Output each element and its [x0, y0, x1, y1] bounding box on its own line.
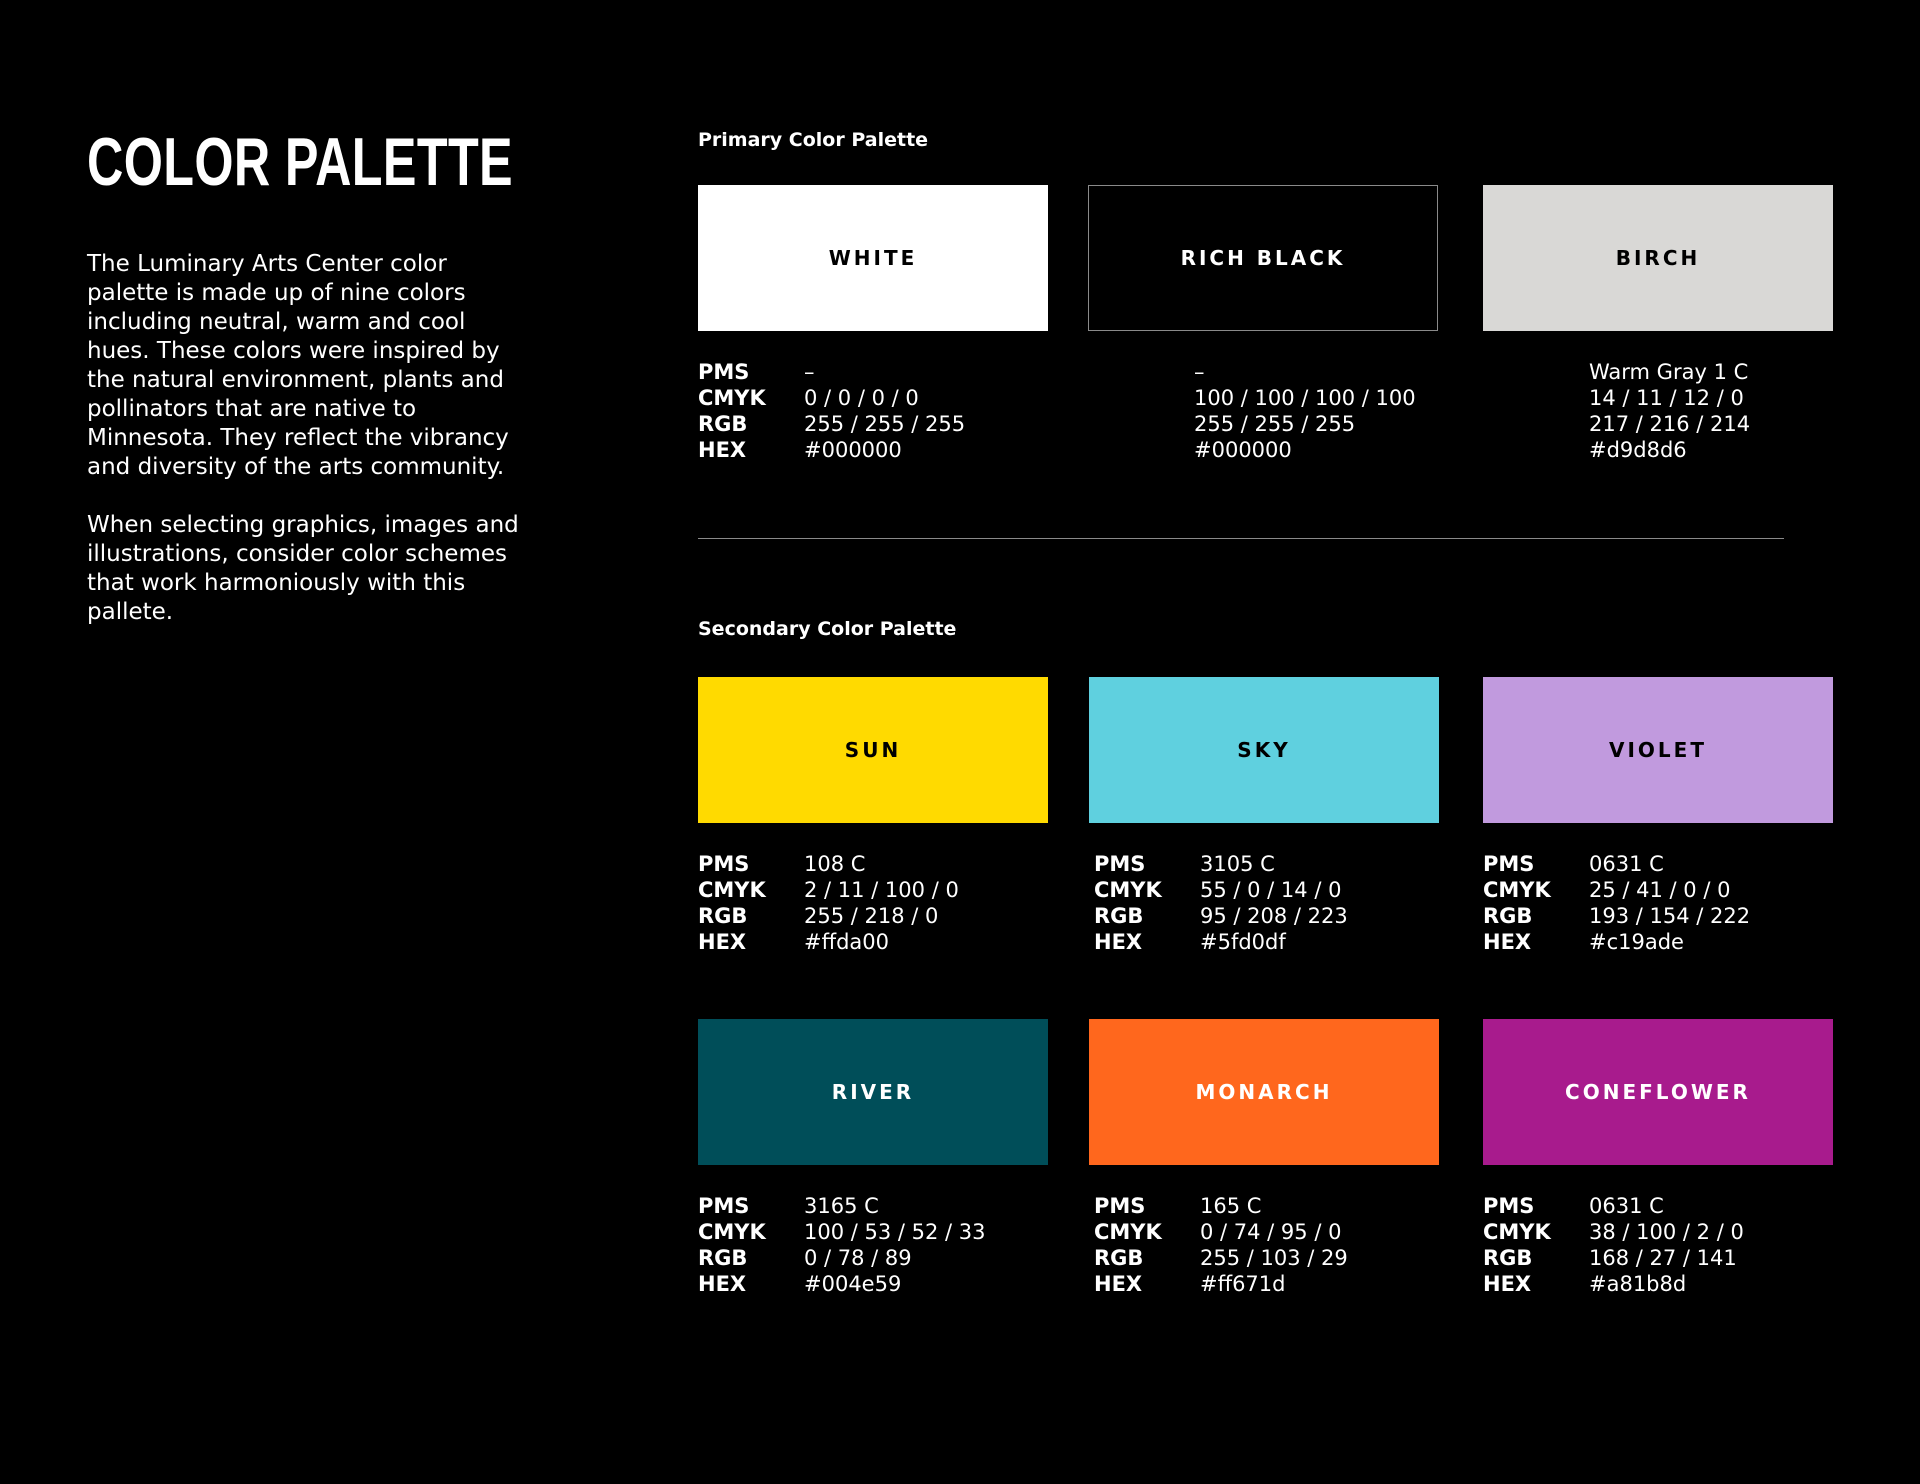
hex-label: HEX	[698, 438, 747, 462]
hex-label: HEX	[1483, 930, 1532, 954]
color-card-birch	[1483, 185, 1833, 463]
cmyk-value: 100 / 100 / 100 / 100	[1194, 386, 1416, 410]
rgb-label: RGB	[698, 1246, 748, 1270]
rgb-value: 255 / 103 / 29	[1200, 1246, 1348, 1270]
swatch-name: SUN	[844, 738, 902, 762]
rgb-value: 255 / 255 / 255	[804, 412, 966, 436]
cmyk-label: CMYK	[1483, 1220, 1551, 1244]
hex-value: #ffda00	[804, 930, 889, 954]
cmyk-value: 55 / 0 / 14 / 0	[1200, 878, 1342, 902]
hex-value: #000000	[804, 438, 902, 462]
pms-value: 108 C	[804, 852, 866, 876]
hex-value: #ff671d	[1200, 1272, 1286, 1296]
cmyk-value: 0 / 74 / 95 / 0	[1200, 1220, 1342, 1244]
cmyk-value: 38 / 100 / 2 / 0	[1589, 1220, 1744, 1244]
swatch-name: RIVER	[831, 1080, 915, 1104]
color-specs	[698, 359, 1048, 463]
rgb-value: 95 / 208 / 223	[1200, 904, 1348, 928]
color-card-sun	[698, 677, 1048, 955]
pms-value: 0631 C	[1589, 852, 1664, 876]
pms-label: PMS	[1483, 852, 1535, 876]
color-swatch	[1483, 1019, 1833, 1165]
pms-value: –	[804, 360, 815, 384]
color-card-rich-black	[1088, 185, 1438, 463]
rgb-value: 168 / 27 / 141	[1589, 1246, 1737, 1270]
color-swatch	[698, 677, 1048, 823]
intro-paragraph: The Luminary Arts Center color palette is made up of nine colors including neutral, warm and cool hues. These colors were inspired by the natural environment, plants and pollinators that are native to Minnesota. They reflect the vibrancy and diversity of the arts community.	[87, 251, 509, 480]
cmyk-label: CMYK	[698, 386, 766, 410]
hex-value: #000000	[1194, 438, 1292, 462]
hex-value: #a81b8d	[1589, 1272, 1687, 1296]
pms-value: 165 C	[1200, 1194, 1262, 1218]
color-swatch	[1089, 677, 1439, 823]
rgb-label: RGB	[1483, 1246, 1533, 1270]
swatch-name: WHITE	[828, 246, 918, 270]
rgb-value: 255 / 255 / 255	[1194, 412, 1356, 436]
rgb-label: RGB	[1483, 904, 1533, 928]
swatch-name: VIOLET	[1609, 738, 1707, 762]
color-specs	[1089, 851, 1439, 955]
pms-label: PMS	[1094, 1194, 1146, 1218]
rgb-value: 255 / 218 / 0	[804, 904, 939, 928]
rgb-value: 193 / 154 / 222	[1589, 904, 1751, 928]
rgb-label: RGB	[1094, 904, 1144, 928]
primary-palette-title: Primary Color Palette	[698, 129, 929, 151]
color-swatch	[698, 185, 1048, 331]
hex-label: HEX	[1094, 930, 1143, 954]
color-specs	[1089, 1193, 1439, 1297]
rgb-label: RGB	[1094, 1246, 1144, 1270]
cmyk-value: 2 / 11 / 100 / 0	[804, 878, 959, 902]
color-specs	[698, 851, 1048, 955]
color-card-coneflower	[1483, 1019, 1833, 1297]
cmyk-label: CMYK	[1094, 878, 1162, 902]
color-swatch	[698, 1019, 1048, 1165]
color-swatch	[1483, 677, 1833, 823]
color-card-monarch	[1089, 1019, 1439, 1297]
pms-value: 0631 C	[1589, 1194, 1664, 1218]
hex-label: HEX	[1094, 1272, 1143, 1296]
rgb-value: 0 / 78 / 89	[804, 1246, 912, 1270]
cmyk-label: CMYK	[1483, 878, 1551, 902]
color-specs	[698, 1193, 1048, 1297]
intro-text	[87, 250, 527, 656]
page-title: COLOR PALETTE	[87, 124, 513, 200]
cmyk-label: CMYK	[698, 1220, 766, 1244]
swatch-name: RICH BLACK	[1180, 246, 1346, 270]
color-specs	[1483, 851, 1833, 955]
swatch-name: MONARCH	[1195, 1080, 1333, 1104]
rgb-label: RGB	[698, 412, 748, 436]
color-specs	[1088, 359, 1438, 463]
cmyk-label: CMYK	[698, 878, 766, 902]
color-card-sky	[1089, 677, 1439, 955]
cmyk-label: CMYK	[1094, 1220, 1162, 1244]
hex-value: #5fd0df	[1200, 930, 1286, 954]
secondary-palette-title: Secondary Color Palette	[698, 618, 957, 640]
pms-value: 3105 C	[1200, 852, 1275, 876]
pms-label: PMS	[698, 360, 750, 384]
pms-label: PMS	[1483, 1194, 1535, 1218]
pms-label: PMS	[698, 1194, 750, 1218]
pms-value: 3165 C	[804, 1194, 879, 1218]
hex-label: HEX	[1483, 1272, 1532, 1296]
color-card-river	[698, 1019, 1048, 1297]
color-swatch	[1088, 185, 1438, 331]
color-card-white	[698, 185, 1048, 463]
pms-label: PMS	[698, 852, 750, 876]
hex-label: HEX	[698, 1272, 747, 1296]
rgb-label: RGB	[698, 904, 748, 928]
swatch-name: CONEFLOWER	[1565, 1080, 1751, 1104]
swatch-name: SKY	[1237, 738, 1291, 762]
hex-value: #c19ade	[1589, 930, 1684, 954]
pms-value: Warm Gray 1 C	[1589, 360, 1749, 384]
section-divider	[698, 538, 1784, 539]
cmyk-value: 14 / 11 / 12 / 0	[1589, 386, 1744, 410]
intro-paragraph: When selecting graphics, images and illustrations, consider color schemes that work harmoniously with this pallete.	[87, 512, 519, 625]
color-specs	[1483, 359, 1833, 463]
pms-label: PMS	[1094, 852, 1146, 876]
hex-label: HEX	[698, 930, 747, 954]
hex-value: #004e59	[804, 1272, 902, 1296]
cmyk-value: 25 / 41 / 0 / 0	[1589, 878, 1731, 902]
cmyk-value: 0 / 0 / 0 / 0	[804, 386, 919, 410]
cmyk-value: 100 / 53 / 52 / 33	[804, 1220, 986, 1244]
swatch-name: BIRCH	[1615, 246, 1701, 270]
color-card-violet	[1483, 677, 1833, 955]
color-specs	[1483, 1193, 1833, 1297]
color-swatch	[1483, 185, 1833, 331]
pms-value: –	[1194, 360, 1205, 384]
hex-value: #d9d8d6	[1589, 438, 1687, 462]
rgb-value: 217 / 216 / 214	[1589, 412, 1751, 436]
color-swatch	[1089, 1019, 1439, 1165]
